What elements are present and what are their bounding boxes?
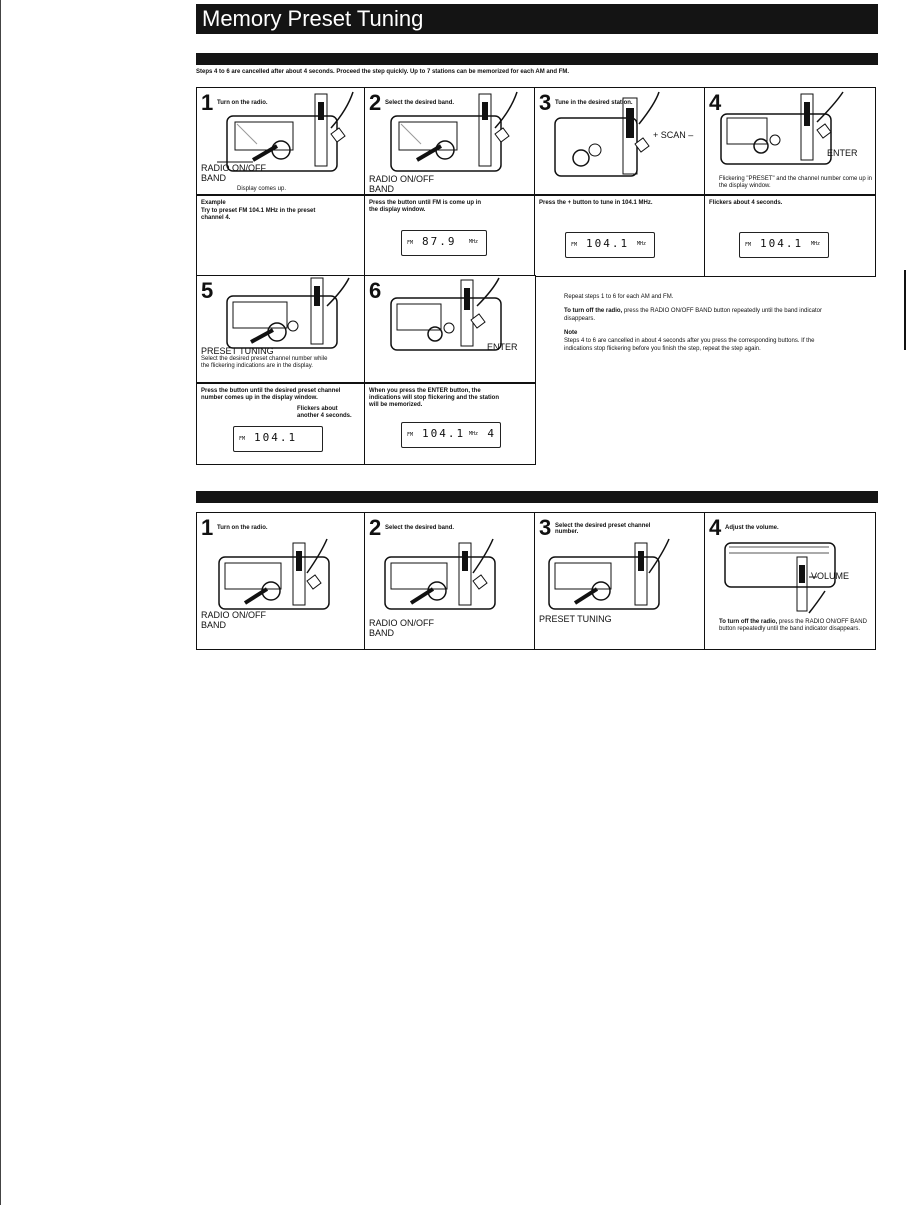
turn-off-text [719, 619, 873, 633]
label-scan: + SCAN – [653, 130, 694, 140]
intro-text: Steps 4 to 6 are cancelled after about 4 seconds. Proceed the step quickly. Up to 7 stations can be memorized for each AM and FM. [196, 69, 570, 75]
step-panel-4 [704, 87, 876, 277]
step-heading: Select the desired band. [385, 100, 455, 106]
step-sub-text: Select the desired preset channel number while the flickering indications are in the display. [201, 356, 328, 369]
step-heading: Tune in the desired station. [555, 100, 633, 106]
section-band-tuning [196, 491, 878, 503]
label-radio-onoff: RADIO ON/OFF [369, 174, 434, 184]
step-number: 2 [369, 90, 382, 115]
radio-illustration [535, 513, 705, 623]
radio-illustration [365, 513, 535, 623]
panel-divider [705, 194, 876, 196]
turn-off-bold: To turn off the radio, [719, 619, 778, 625]
step-note-secondary: Flickers about another 4 seconds. [297, 406, 352, 419]
step-heading: Adjust the volume. [725, 525, 779, 531]
step-note: Press the + button to tune in 104.1 MHz. [539, 200, 653, 206]
lcd-band: FM [571, 242, 578, 248]
panel-divider [535, 194, 706, 196]
radio-illustration [197, 513, 365, 623]
lcd-frequency: 104.1 [760, 237, 804, 250]
label-enter: ENTER [827, 148, 858, 158]
step-number: 2 [369, 515, 382, 540]
lcd-frequency: 104.1 [254, 431, 298, 444]
turn-off-rest: press the RADIO ON/OFF BAND button repeatedly until the band indicator disappears. [719, 619, 867, 632]
page-edge-line [0, 0, 1, 1205]
step-number: 3 [539, 90, 552, 115]
step-heading: Turn on the radio. [217, 100, 268, 106]
lcd-frequency: 87.9 [422, 235, 457, 248]
repeat-text: Repeat steps 1 to 6 for each AM and FM. [564, 294, 674, 300]
lcd-display [401, 230, 487, 256]
label-band: BAND [369, 628, 395, 638]
lcd-unit: MHz [468, 431, 478, 437]
label-band: BAND [201, 620, 227, 630]
step-heading: Select the desired preset channel number. [555, 523, 651, 535]
label-band: BAND [201, 173, 227, 183]
example-heading: Example [201, 200, 226, 206]
section-band-presetting [196, 53, 878, 65]
step-note: When you press the ENTER button, the indications will stop flickering and the station will be memorized. [369, 388, 500, 408]
step-note: Flickers about 4 seconds. [709, 200, 783, 206]
label-enter: ENTER [487, 342, 518, 352]
label-radio-onoff: RADIO ON/OFF [201, 163, 266, 173]
step-sub-text: Flickering "PRESET" and the channel number come up in the display window. [719, 176, 873, 189]
lcd-frequency: 104.1 [586, 237, 630, 250]
tuning-panel-2 [364, 512, 536, 650]
margin-bracket [904, 270, 906, 350]
panel-divider [197, 194, 366, 196]
page-title: Memory Preset Tuning [196, 4, 878, 34]
step-number: 5 [201, 278, 214, 303]
lcd-display [565, 232, 655, 258]
step-panel-2 [364, 87, 536, 277]
label-volume: VOLUME [811, 571, 850, 581]
step-number: 4 [709, 515, 722, 540]
radio-illustration [365, 276, 535, 376]
step-number: 1 [201, 90, 214, 115]
lcd-unit: MHz [636, 241, 646, 247]
panel-divider [197, 382, 366, 384]
lcd-band: FM [407, 240, 414, 246]
turn-off-text [564, 307, 844, 323]
step-panel-3 [534, 87, 706, 277]
step-number: 3 [539, 515, 552, 540]
tuning-panel-1 [196, 512, 366, 650]
lcd-band: FM [407, 432, 414, 438]
step-note: Press the button until the desired preset channel number comes up in the display window. [201, 388, 341, 401]
note-title: Note [564, 330, 578, 336]
step-panel-5 [196, 275, 366, 465]
note-text: Steps 4 to 6 are cancelled in about 4 seconds after you press the corresponding buttons. If the indications stop flickering before you finish the step, repeat the step again. [564, 338, 815, 352]
step-heading: Select the desired band. [385, 525, 455, 531]
lcd-unit: MHz [810, 241, 820, 247]
lcd-display [739, 232, 829, 258]
lcd-display [233, 426, 323, 452]
label-radio-onoff: RADIO ON/OFF [201, 610, 266, 620]
lcd-display [401, 422, 501, 448]
step-number: 4 [709, 90, 722, 115]
example-text: Try to preset FM 104.1 MHz in the preset channel 4. [201, 208, 316, 221]
step-number: 6 [369, 278, 382, 303]
radio-illustration [535, 88, 705, 198]
panel-divider [365, 194, 536, 196]
step-panel-1 [196, 87, 366, 277]
lcd-band: FM [745, 242, 752, 248]
label-preset-tuning: PRESET TUNING [539, 614, 612, 624]
label-band: BAND [369, 184, 395, 194]
step-number: 1 [201, 515, 214, 540]
lcd-channel: 4 [487, 427, 494, 440]
note-block [564, 329, 844, 353]
tuning-panel-4 [704, 512, 876, 650]
label-radio-onoff: RADIO ON/OFF [369, 618, 434, 628]
lcd-frequency: 104.1 [422, 427, 466, 440]
lcd-unit: MHz [468, 239, 478, 245]
label-preset-tuning: PRESET TUNING [201, 346, 274, 356]
turn-off-bold: To turn off the radio, [564, 308, 623, 314]
tuning-panel-3 [534, 512, 706, 650]
step-sub-text: Display comes up. [237, 186, 287, 192]
notes-column [564, 293, 844, 359]
step-note: Press the button until FM is come up in the display window. [369, 200, 482, 213]
lcd-band: FM [239, 436, 246, 442]
step-panel-6 [364, 275, 536, 465]
turn-off-rest: press the RADIO ON/OFF BAND button repeatedly until the band indicator disappears. [564, 308, 822, 322]
panel-divider [365, 382, 536, 384]
radio-illustration [705, 513, 875, 623]
step-heading: Turn on the radio. [217, 525, 268, 531]
